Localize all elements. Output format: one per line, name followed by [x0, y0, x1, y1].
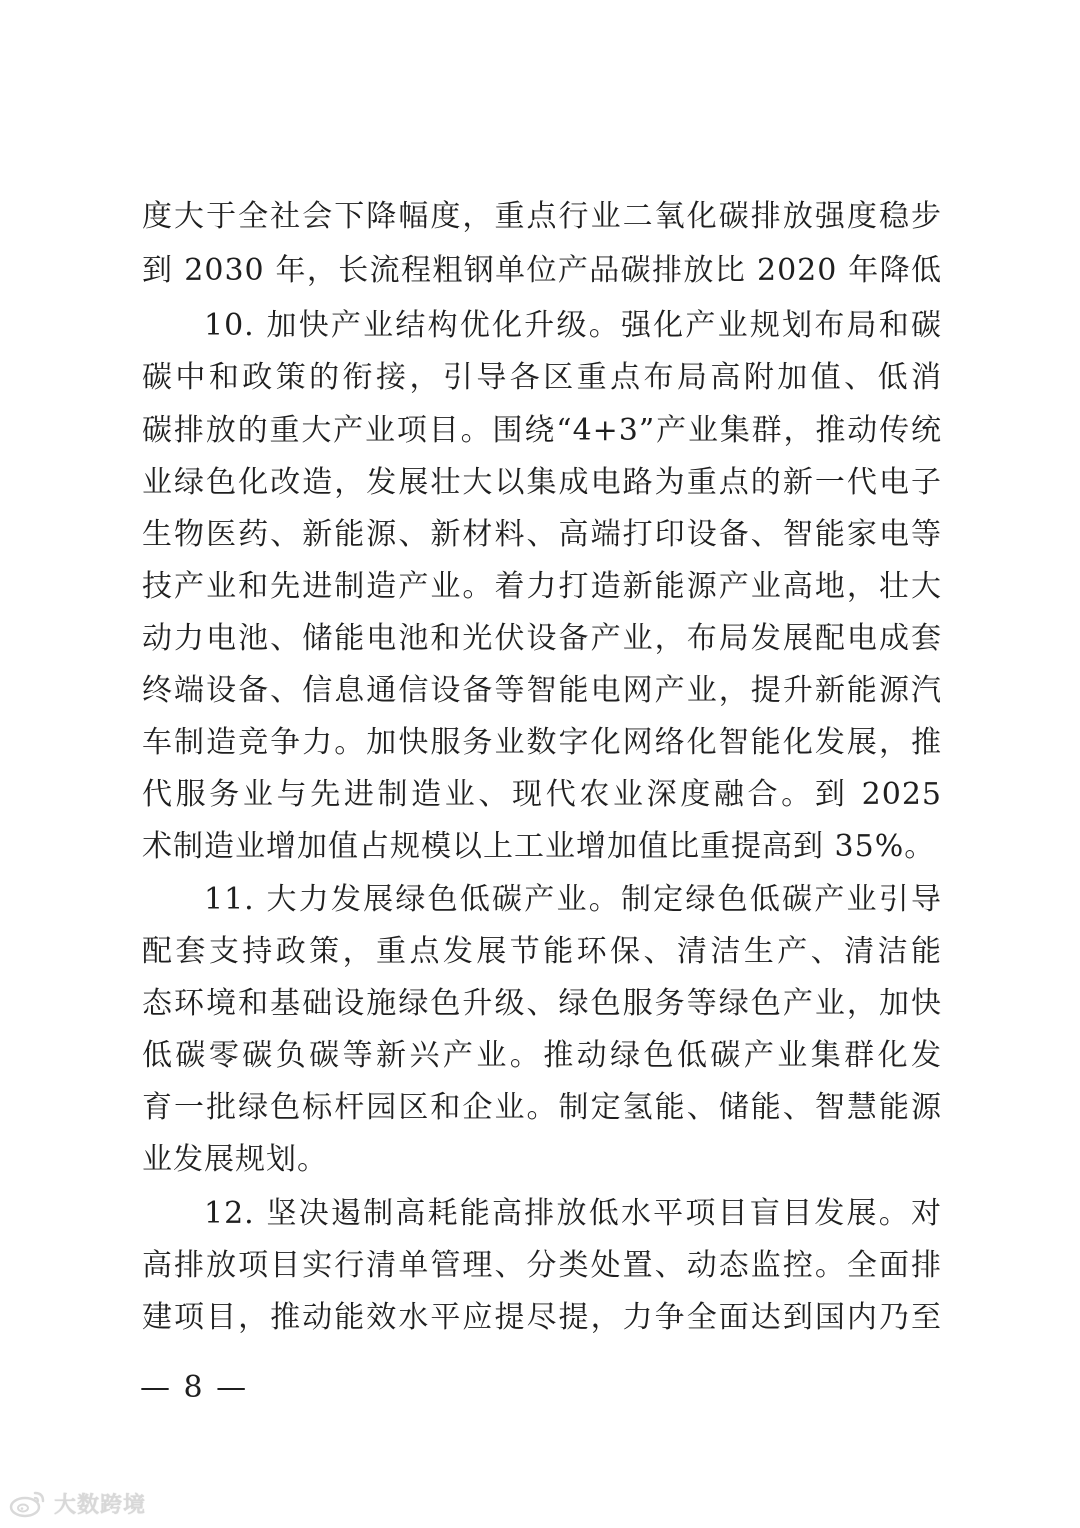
paragraph-11-heading-line: 11. 大力发展绿色低碳产业。制定绿色低碳产业引导 [204, 882, 942, 917]
weibo-logo-icon [8, 1488, 48, 1518]
text-line: 业绿色化改造，发展壮大以集成电路为重点的新一代电子 [142, 465, 942, 500]
paragraph-12-heading-line: 12. 坚决遏制高耗能高排放低水平项目盲目发展。对 [204, 1196, 942, 1231]
text-line: 动力电池、储能电池和光伏设备产业，布局发展配电成套 [142, 621, 942, 656]
text-line: 终端设备、信息通信设备等智能电网产业，提升新能源汽 [142, 673, 942, 708]
text-line: 育一批绿色标杆园区和企业。制定氢能、储能、智慧能源 [142, 1090, 942, 1125]
paragraph-10-heading-line: 10. 加快产业结构优化升级。强化产业规划布局和碳 [204, 308, 942, 343]
text-line: 碳中和政策的衔接，引导各区重点布局高附加值、低消 [142, 360, 942, 395]
text-line: 度大于全社会下降幅度，重点行业二氧化碳排放强度稳步 [142, 199, 942, 234]
text-line: 到 2030 年，长流程粗钢单位产品碳排放比 2020 年降低 [142, 253, 942, 288]
text-line: 碳排放的重大产业项目。围绕“4+3”产业集群，推动传统 [142, 413, 942, 448]
text-line: 低碳零碳负碳等新兴产业。推动绿色低碳产业集群化发 [142, 1038, 942, 1073]
text-line: 配套支持政策，重点发展节能环保、清洁生产、清洁能 [142, 934, 942, 969]
text-line: 生物医药、新能源、新材料、高端打印设备、智能家电等 [142, 517, 942, 552]
text-line: 态环境和基础设施绿色升级、绿色服务等绿色产业，加快 [142, 986, 942, 1021]
text-line: 术制造业增加值占规模以上工业增加值比重提高到 35%。 [142, 829, 936, 864]
watermark-text: 大数跨境 [54, 1492, 147, 1518]
text-line: 车制造竞争力。加快服务业数字化网络化智能化发展，推 [142, 725, 942, 760]
text-line: 代服务业与先进制造业、现代农业深度融合。到 2025 [142, 777, 942, 812]
text-line: 技产业和先进制造产业。着力打造新能源产业高地，壮大 [142, 569, 942, 604]
text-line: 高排放项目实行清单管理、分类处置、动态监控。全面排 [142, 1248, 942, 1283]
page-number: — 8 — [140, 1370, 249, 1405]
watermark [8, 1486, 146, 1520]
text-line: 建项目，推动能效水平应提尽提，力争全面达到国内乃至 [142, 1300, 942, 1335]
text-line: 业发展规划。 [142, 1142, 328, 1177]
